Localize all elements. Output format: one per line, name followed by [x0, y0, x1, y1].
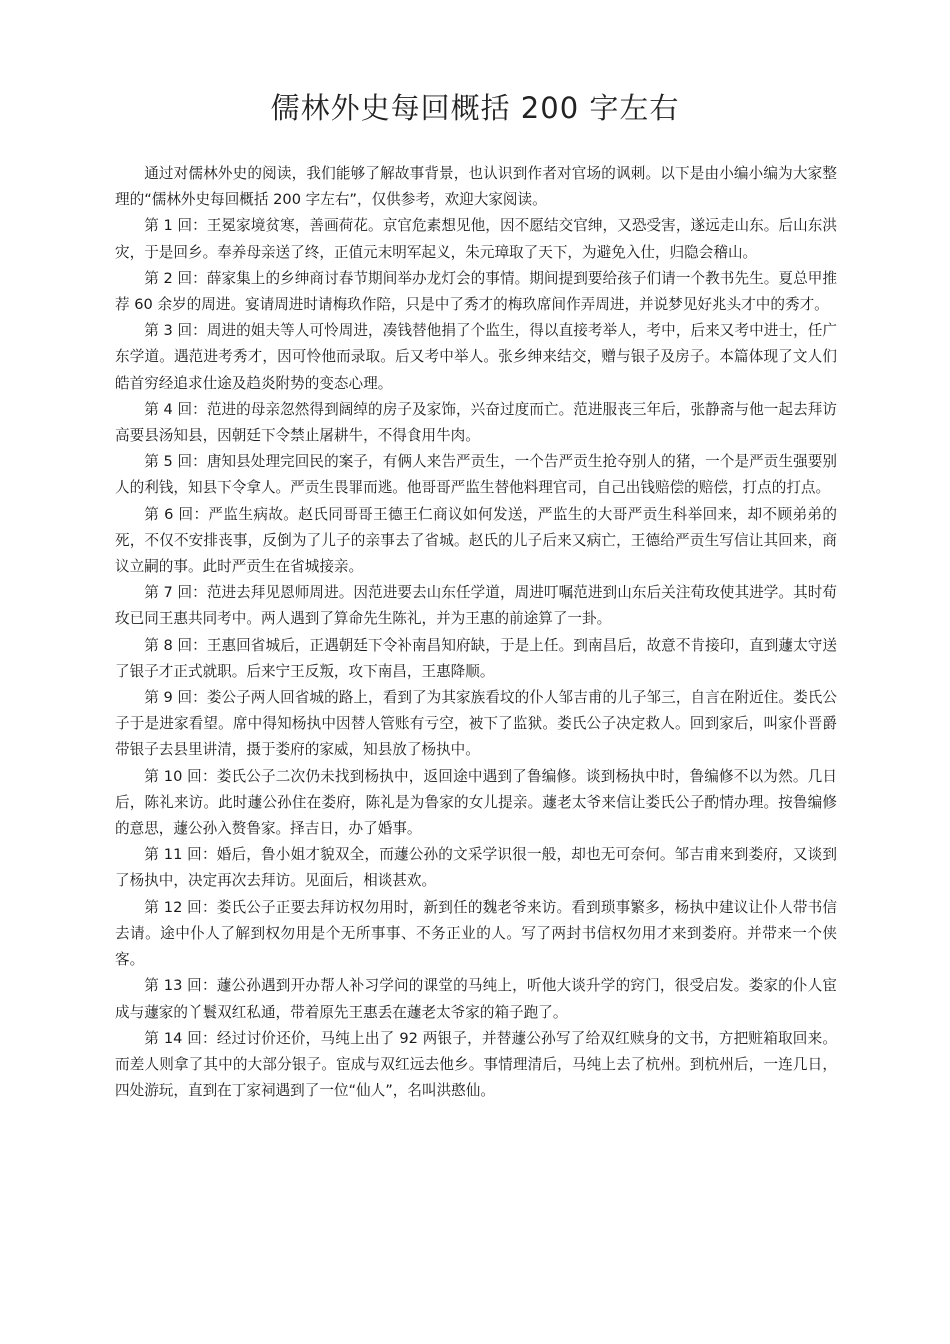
- paragraph-chapter-2: 第 2 回：薛家集上的乡绅商讨春节期间举办龙灯会的事情。期间提到要给孩子们请一个教书先生。夏总甲推荐 60 余岁的周进。宴请周进时请梅玖作陪，只是中了秀才的梅玖席间作弄周进，并说梦见好兆头才中的秀才。: [115, 269, 837, 314]
- paragraph-intro: 通过对儒林外史的阅读，我们能够了解故事背景，也认识到作者对官场的讽刺。以下是由小编小编为大家整理的“儒林外史每回概括 200 字左右”，仅供参考，欢迎大家阅读。: [115, 165, 837, 209]
- page-title: 儒林外史每回概括 200 字左右: [270, 91, 680, 125]
- paragraph-chapter-9: 第 9 回：娄公子两人回省城的路上，看到了为其家族看坟的仆人邹吉甫的儿子邹三，自言在附近住。娄氏公子于是进家看望。席中得知杨执中因替人管账有亏空，被下了监狱。娄氏公子决定救人。回到家后，叫家仆晋爵带银子去县里讲清，摄于娄府的家威，知县放了杨执中。: [115, 689, 837, 759]
- paragraph-chapter-1: 第 1 回：王冕家境贫寒，善画荷花。京官危素想见他，因不愿结交官绅，又恐受害，遂远走山东。后山东洪灾，于是回乡。奉养母亲送了终，正值元末明军起义，朱元璋取了天下，为避免入仕，归隐会稽山。: [115, 217, 837, 261]
- paragraph-chapter-10: 第 10 回：娄氏公子二次仍未找到杨执中，返回途中遇到了鲁编修。谈到杨执中时，鲁编修不以为然。几日后，陈礼来访。此时蘧公孙住在娄府，陈礼是为鲁家的女儿提亲。蘧老太爷来信让娄氏公子酌情办理。按鲁编修的意思，蘧公孙入赘鲁家。择吉日，办了婚事。: [115, 767, 837, 838]
- paragraph-chapter-6: 第 6 回：严监生病故。赵氏同哥哥王德王仁商议如何发送，严监生的大哥严贡生科举回来，却不顾弟弟的死，不仅不安排丧事，反倒为了儿子的亲事去了省城。赵氏的儿子后来又病亡，王德给严贡生写信让其回来，商议立嗣的事。此时严贡生在省城接亲。: [115, 505, 837, 576]
- paragraph-chapter-7: 第 7 回：范进去拜见恩师周进。因范进要去山东任学道，周进叮嘱范进到山东后关注荀玫使其进学。其时荀玫已同王惠共同考中。两人遇到了算命先生陈礼，并为王惠的前途算了一卦。: [115, 584, 837, 628]
- paragraph-chapter-3: 第 3 回：周进的姐夫等人可怜周进，凑钱替他捐了个监生，得以直接考举人，考中，后来又考中进士，任广东学道。遇范进考秀才，因可怜他而录取。后又考中举人。张乡绅来结交，赠与银子及房子。本篇体现了文人们皓首穷经追求仕途及趋炎附势的变态心理。: [115, 322, 837, 392]
- paragraph-chapter-12: 第 12 回：娄氏公子正要去拜访权勿用时，新到任的魏老爷来访。看到琐事繁多，杨执中建议让仆人带书信去请。途中仆人了解到权勿用是个无所事事、不务正业的人。写了两封书信权勿用才来到娄府。并带来一个侠客。: [115, 898, 837, 969]
- paragraph-chapter-8: 第 8 回：王惠回省城后，正遇朝廷下令补南昌知府缺，于是上任。到南昌后，故意不肯接印，直到蘧太守送了银子才正式就职。后来宁王反叛，攻下南昌，王惠降顺。: [115, 636, 837, 680]
- document-body: [115, 161, 837, 1104]
- paragraph-chapter-4: 第 4 回：范进的母亲忽然得到阔绰的房子及家饰，兴奋过度而亡。范进服丧三年后，张静斋与他一起去拜访高要县汤知县，因朝廷下令禁止屠耕牛，不得食用牛肉。: [115, 400, 837, 445]
- paragraph-chapter-13: 第 13 回：蘧公孙遇到开办帮人补习学问的课堂的马纯上，听他大谈升学的窍门，很受启发。娄家的仆人宦成与蘧家的丫鬟双红私通，带着原先王惠丢在蘧老太爷家的箱子跑了。: [115, 977, 837, 1021]
- paragraph-chapter-14: 第 14 回：经过讨价还价，马纯上出了 92 两银子，并替蘧公孙写了给双红赎身的文书，方把赃箱取回来。而差人则拿了其中的大部分银子。宦成与双红远去他乡。事情理清后，马纯上去了杭州。到杭州后，一连几日，四处游玩，直到在丁家祠遇到了一位“仙人”，名叫洪憨仙。: [115, 1029, 837, 1100]
- paragraph-chapter-5: 第 5 回：唐知县处理完回民的案子，有俩人来告严贡生，一个告严贡生抢夺别人的猪，一个是严贡生强要别人的利钱，知县下令拿人。严贡生畏罪而逃。他哥哥严监生替他料理官司，自己出钱赔偿的赔偿，打点的打点。: [115, 453, 837, 497]
- paragraph-chapter-11: 第 11 回：婚后，鲁小姐才貌双全，而蘧公孙的文采学识很一般，却也无可奈何。邹吉甫来到娄府，又谈到了杨执中，决定再次去拜访。见面后，相谈甚欢。: [115, 846, 837, 890]
